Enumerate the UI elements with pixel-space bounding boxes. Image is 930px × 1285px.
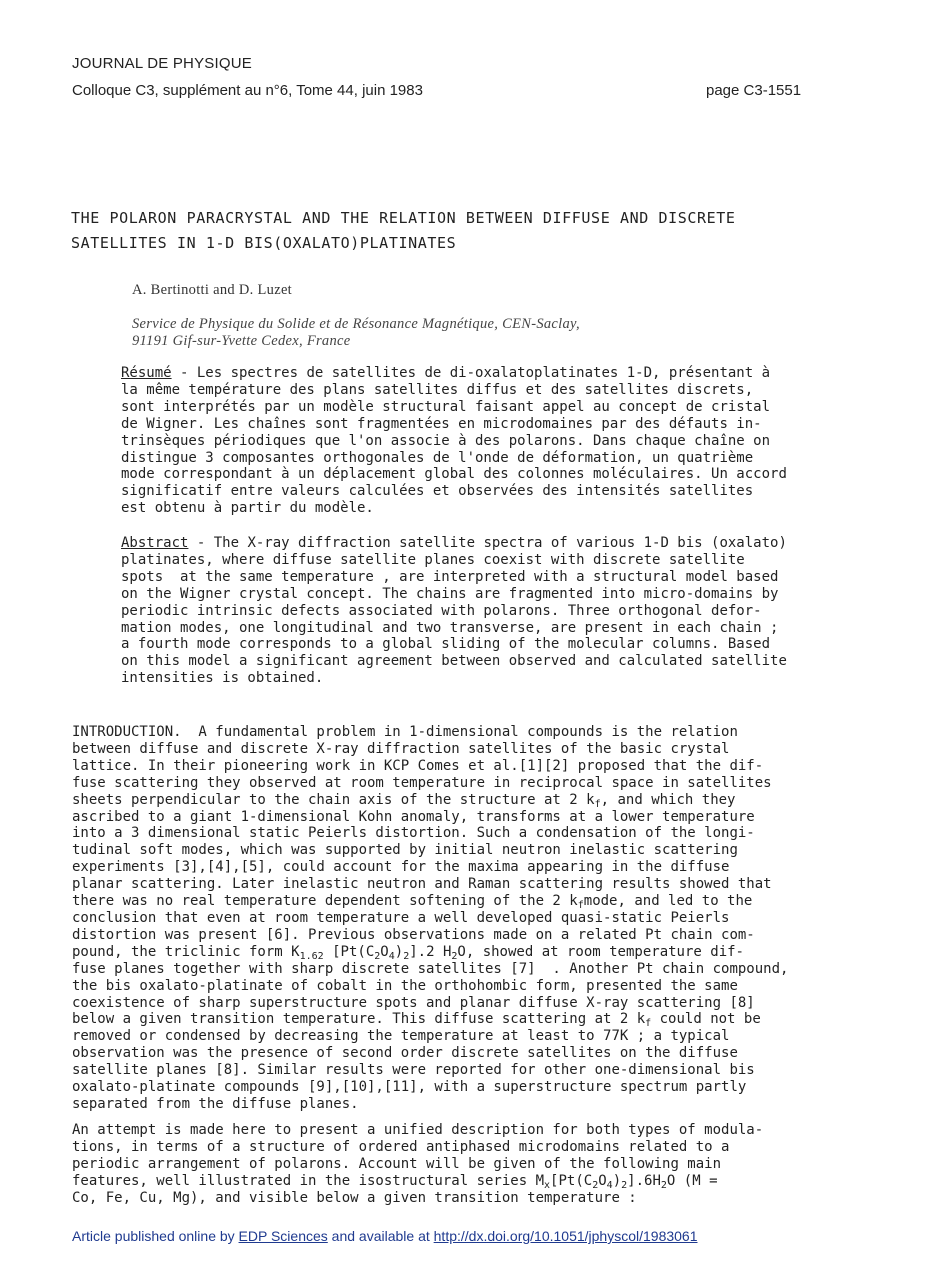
resume-paragraph	[121, 365, 787, 517]
resume-line: de Wigner. Les chaînes sont fragmentées en microdomaines par des défauts in-	[121, 415, 762, 432]
intro-line: fuse scattering they observed at room temperature in reciprocal space in satellites	[72, 774, 772, 791]
formula-part: [Pt(C	[550, 1172, 593, 1189]
authors: A. Bertinotti and D. Luzet	[132, 282, 293, 298]
resume-line: significatif entre valeurs calculées et observées des intensités satellites	[121, 483, 754, 500]
formula-part: ].6H	[627, 1172, 661, 1189]
abstract-line: - The X-ray diffraction satellite spectra of various 1-D bis (oxalato)	[188, 535, 787, 551]
intro-line-tail: mode, and led to the	[583, 893, 753, 910]
subscript: 2	[621, 1179, 628, 1191]
formula-part: )	[612, 1172, 622, 1189]
para2-line: tions, in terms of a structure of ordered antiphased microdomains related to a	[72, 1138, 730, 1155]
journal-name: JOURNAL DE PHYSIQUE	[72, 55, 252, 72]
introduction-paragraph	[72, 724, 788, 1113]
intro-line: observation was the presence of second order discrete satellites on the diffuse	[72, 1045, 738, 1062]
intro-line: sheets perpendicular to the chain axis of the structure at 2 k	[72, 791, 595, 808]
resume-line: trinsèques périodiques que l'on associe à des polarons. Dans chaque chaîne on	[121, 432, 771, 449]
abstract-line: a fourth mode corresponds to a global sliding of the molecular columns. Based	[121, 636, 771, 653]
abstract-line: mation modes, one longitudinal and two transverse, are present in each chain ;	[121, 619, 779, 636]
intro-line: the bis oxalato-platinate of cobalt in the orthohombic form, presented the same	[72, 977, 738, 994]
second-paragraph	[72, 1122, 763, 1207]
footer-middle: and available at	[327, 1228, 434, 1244]
intro-line: distortion was present [6]. Previous observations made on a related Pt chain com-	[72, 926, 755, 943]
abstract-line: platinates, where diffuse satellite planes coexist with discrete satellite	[121, 551, 745, 568]
subscript: x	[544, 1179, 551, 1191]
intro-line-tail: O, showed at room temperature dif-	[457, 943, 744, 960]
formula-part: O	[380, 943, 389, 960]
subscript: 4	[388, 950, 395, 962]
intro-line: INTRODUCTION. A fundamental problem in 1-dimensional compounds is the relation	[72, 724, 738, 740]
colloque-info: Colloque C3, supplément au n°6, Tome 44, juin 1983	[72, 82, 423, 99]
resume-line: est obtenu à partir du modèle.	[121, 500, 374, 517]
subscript: 2	[592, 1179, 599, 1191]
resume-line: - Les spectres de satellites de di-oxalatoplatinates 1-D, présentant à	[171, 365, 771, 381]
para2-line: Co, Fe, Cu, Mg), and visible below a given transition temperature :	[72, 1189, 637, 1206]
publication-footer	[72, 1228, 698, 1244]
intro-line: coexistence of sharp superstructure spots and planar diffuse X-ray scattering [8]	[72, 994, 755, 1011]
abstract-line: on this model a significant agreement between observed and calculated satellite	[121, 653, 787, 670]
abstract-line: intensities is obtained.	[121, 670, 324, 687]
intro-line: between diffuse and discrete X-ray diffraction satellites of the basic crystal	[72, 740, 730, 757]
resume-line: mode correspondant à un déplacement global des colonnes moléculaires. Un accord	[121, 466, 787, 483]
para2-line-tail: O (M =	[666, 1172, 718, 1189]
subscript: 2	[451, 950, 458, 962]
subscript: f	[594, 798, 601, 810]
formula-part: ]	[409, 943, 418, 960]
intro-line: experiments [3],[4],[5], could account for the maxima appearing in the diffuse	[72, 859, 730, 876]
title-line-1: THE POLARON PARACRYSTAL AND THE RELATION BETWEEN DIFFUSE AND DISCRETE	[71, 209, 736, 227]
subscript: 4	[606, 1179, 613, 1191]
title-line-2: SATELLITES IN 1-D BIS(OXALATO)PLATINATES	[71, 234, 457, 252]
intro-line: below a given transition temperature. This diffuse scattering at 2 k	[72, 1011, 646, 1028]
resume-line: sont interprétés par un modèle structural faisant appel au concept de cristal	[121, 398, 771, 415]
intro-line: conclusion that even at room temperature a well developed quasi-static Peierls	[72, 909, 730, 926]
resume-line: la même température des plans satellites diffus et des satellites discrets,	[121, 381, 754, 398]
intro-line: lattice. In their pioneering work in KCP Comes et al.[1][2] proposed that the dif-	[72, 757, 764, 774]
affiliation-line-2: 91191 Gif-sur-Yvette Cedex, France	[132, 333, 351, 349]
abstract-label: Abstract	[121, 535, 189, 551]
formula-part: .2 H	[417, 943, 452, 960]
intro-line: oxalato-platinate compounds [9],[10],[11], with a superstructure spectrum partly	[72, 1079, 747, 1096]
para2-line: An attempt is made here to present a unified description for both types of modula-	[72, 1122, 764, 1138]
abstract-line: on the Wigner crystal concept. The chains are fragmented into micro-domains by	[121, 585, 779, 602]
resume-label: Résumé	[121, 365, 172, 381]
formula-part: )	[394, 943, 404, 960]
intro-line-tail: could not be	[651, 1011, 761, 1028]
intro-line: fuse planes together with sharp discrete satellites [7] . Another Pt chain compound,	[72, 960, 789, 977]
formula-part: O	[598, 1172, 607, 1189]
resume-line: distingue 3 composantes orthogonales de l'onde de déformation, un quatrième	[121, 449, 754, 466]
subscript: 1.62	[299, 950, 324, 962]
footer-prefix: Article published online by	[72, 1228, 239, 1244]
intro-line: planar scattering. Later inelastic neutron and Raman scattering results showed that	[72, 876, 772, 893]
para2-line: features, well illustrated in the isostructural series M	[72, 1172, 545, 1189]
subscript: 2	[374, 950, 381, 962]
subscript: f	[577, 900, 584, 912]
para2-line: periodic arrangement of polarons. Account will be given of the following main	[72, 1155, 722, 1172]
intro-line: satellite planes [8]. Similar results were reported for other one-dimensional bis	[72, 1062, 755, 1079]
subscript: 2	[403, 950, 410, 962]
intro-line-tail: , and which they	[600, 791, 736, 808]
abstract-line: spots at the same temperature , are interpreted with a structural model based	[121, 568, 779, 585]
intro-line: ascribed to a giant 1-dimensional Kohn anomaly, transforms at a lower temperature	[72, 808, 755, 825]
intro-line: removed or condensed by decreasing the temperature at least to 77K ; a typical	[72, 1028, 730, 1045]
subscript: f	[645, 1018, 652, 1030]
subscript: 2	[660, 1179, 667, 1191]
intro-line: pound, the triclinic form K	[72, 943, 300, 960]
page-number: page C3-1551	[706, 82, 802, 99]
paper-title	[71, 206, 851, 256]
intro-line: tudinal soft modes, which was supported by initial neutron inelastic scattering	[72, 842, 738, 859]
affiliation-line-1: Service de Physique du Solide et de Résonance Magnétique, CEN-Saclay,	[132, 316, 580, 332]
doi-link[interactable]: http://dx.doi.org/10.1051/jphyscol/1983061	[433, 1228, 698, 1244]
abstract-line: periodic intrinsic defects associated with polarons. Three orthogonal defor-	[121, 602, 762, 619]
edp-sciences-link[interactable]: EDP Sciences	[238, 1228, 328, 1244]
formula-part: [Pt(C	[323, 943, 375, 960]
affiliation	[132, 316, 832, 350]
intro-line: there was no real temperature dependent softening of the 2 k	[72, 893, 578, 910]
intro-line: separated from the diffuse planes.	[72, 1095, 359, 1112]
intro-line: into a 3 dimensional static Peierls distortion. Such a condensation of the longi-	[72, 825, 755, 842]
abstract-paragraph	[121, 535, 787, 687]
